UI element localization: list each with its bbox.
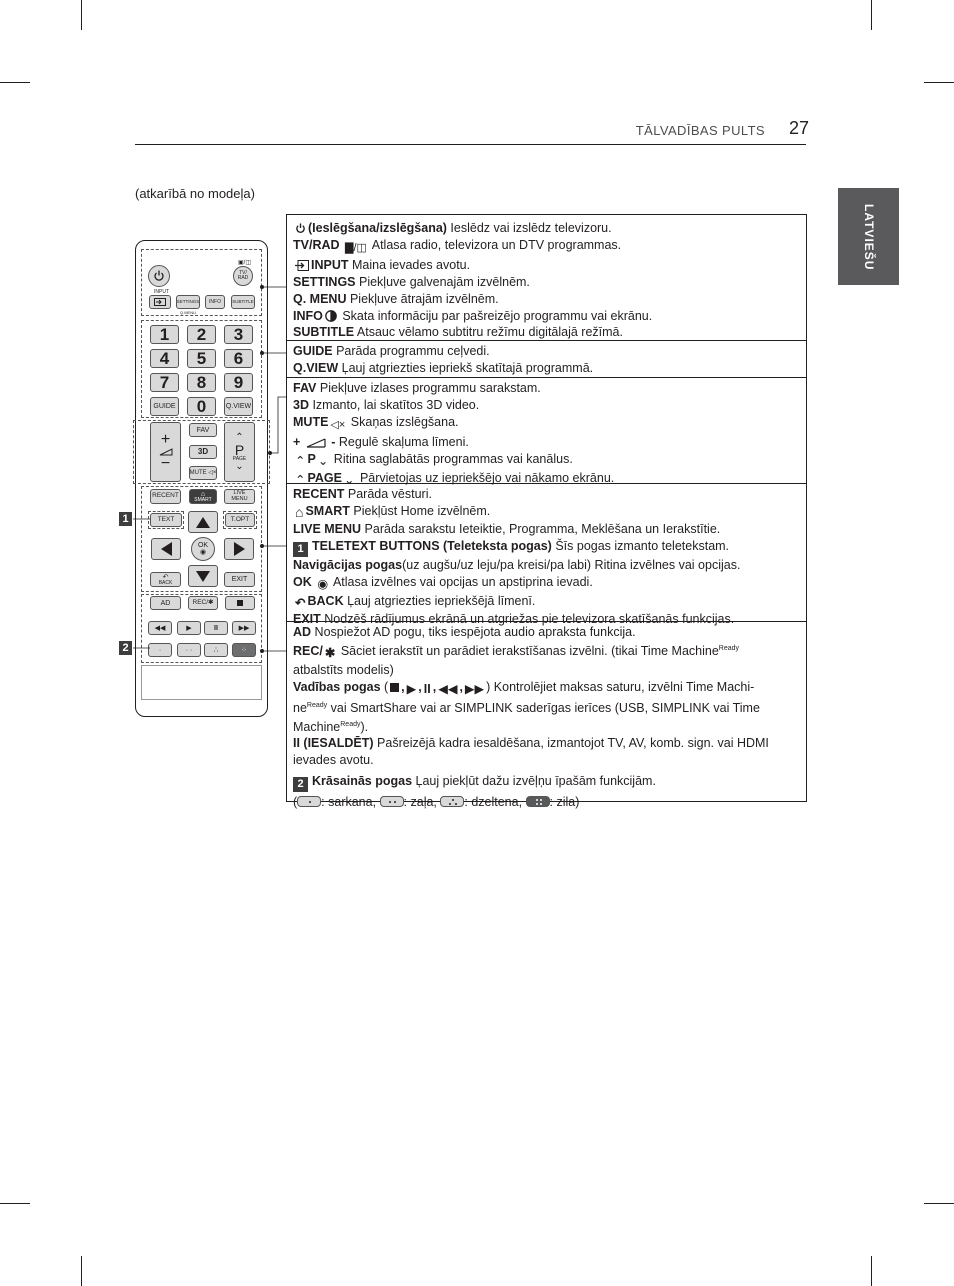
live-menu-key[interactable]: LIVE MENU xyxy=(224,489,255,504)
tv-radio-icon: ▇/◫ xyxy=(345,241,367,254)
rec-key-label: REC/ xyxy=(192,598,209,606)
ok-key[interactable] xyxy=(191,537,215,561)
volume-minus-icon: − xyxy=(160,455,171,472)
rewind-icon: ◀◀ xyxy=(154,624,166,632)
green-key-icon xyxy=(380,796,404,807)
mute-key-label: MUTE xyxy=(189,470,207,476)
info-icon xyxy=(325,310,337,322)
language-tab-label: LATVIEŠU xyxy=(862,204,876,271)
exit-key[interactable]: EXIT xyxy=(224,572,255,587)
desc-line: Vadības pogas ( , ▶ , II , ◀◀ , ▶▶ ) Kontrolējiet maksas saturu, izvēlni Time Machi- xyxy=(293,679,755,696)
callout-badge-2: 2 xyxy=(293,777,308,792)
model-note: (atkarībā no modeļa) xyxy=(135,186,255,201)
three-dots-icon: ∴ xyxy=(213,646,219,654)
red-key-icon xyxy=(297,796,321,807)
callout-badge-1: 1 xyxy=(293,542,308,557)
number-key-8[interactable]: 8 xyxy=(187,373,216,392)
desc-section-power xyxy=(287,215,806,340)
play-icon: ▶ xyxy=(186,624,192,632)
nav-up-key[interactable] xyxy=(188,511,218,533)
pause-icon: II xyxy=(214,624,218,632)
blue-key[interactable] xyxy=(232,643,256,657)
language-tab xyxy=(838,188,899,285)
section-title: TĀLVADĪBAS PULTS xyxy=(635,123,765,138)
crop-mark xyxy=(871,1256,872,1286)
back-icon: ↶ xyxy=(162,573,169,581)
mute-icon: ◁× xyxy=(206,470,217,476)
number-key-6[interactable]: 6 xyxy=(224,349,253,368)
number-key-5[interactable]: 5 xyxy=(187,349,216,368)
four-dots-icon: ⁘ xyxy=(241,646,247,654)
asterisk-icon: ✱ xyxy=(324,645,336,660)
ok-key-label: OK xyxy=(197,542,209,549)
smart-key-label: SMART xyxy=(194,496,212,503)
one-dot-icon: · xyxy=(158,646,162,654)
play-icon: ▶ xyxy=(406,681,417,696)
p-label: P xyxy=(234,441,245,458)
desc-line: ⌃ PAGE ⌄ Pārvietojas uz iepriekšējo vai nākamo ekrānu. xyxy=(295,470,615,487)
header-rule xyxy=(135,144,806,145)
pause-key[interactable] xyxy=(204,621,228,635)
number-key-9[interactable]: 9 xyxy=(224,373,253,392)
desc-line: Machine$^{Ready}$). xyxy=(293,719,369,734)
back-key-label: BACK xyxy=(158,579,173,586)
number-key-3[interactable]: 3 xyxy=(224,325,253,344)
qview-key[interactable]: Q.VIEW xyxy=(224,397,253,416)
blue-key-icon xyxy=(526,796,550,807)
desc-line: RECENT Parāda vēsturi. xyxy=(293,487,432,501)
input-key-label: INPUT xyxy=(154,289,169,295)
yellow-key-icon xyxy=(440,796,464,807)
desc-section-smart xyxy=(287,483,806,627)
yellow-key[interactable] xyxy=(204,643,228,657)
nav-down-key[interactable] xyxy=(188,565,218,587)
crop-mark xyxy=(924,82,954,83)
stop-key[interactable] xyxy=(225,596,255,610)
red-key[interactable] xyxy=(148,643,172,657)
crop-mark xyxy=(871,0,872,30)
nav-left-key[interactable] xyxy=(151,538,181,560)
desc-line: LIVE MENU Parāda sarakstu Ieteiktie, Programma, Meklēšana un Ierakstītie. xyxy=(293,521,721,536)
ad-key[interactable]: AD xyxy=(150,596,181,610)
arrow-up-icon xyxy=(196,517,210,528)
desc-line: II (IESALDĒT) Pašreizējā kadra iesaldēšana, izmantojot TV, AV, komb. sign. vai HDMI ievades avotu. xyxy=(293,736,769,768)
home-icon: ⌂ xyxy=(295,503,304,520)
desc-line: TV/RAD ▇/◫ Atlasa radio, televizora un DTV programmas. xyxy=(293,237,800,257)
crop-mark xyxy=(924,1203,954,1204)
stop-icon xyxy=(237,600,243,606)
desc-section-fav xyxy=(287,377,806,487)
desc-line: 1 TELETEXT BUTTONS (Teleteksta pogas) Šīs pogas izmanto teletekstam. xyxy=(293,538,800,557)
asterisk-icon: ✱ xyxy=(208,598,214,606)
qmenu-label: Q.MENU xyxy=(180,310,196,315)
desc-line: $ne^{Ready}$ vai SmartShare vai ar SIMPLINK saderīgas ierīces (USB, SIMPLINK vai Time xyxy=(293,700,760,715)
input-key[interactable] xyxy=(149,295,171,309)
two-dots-icon: · · xyxy=(185,646,193,654)
stop-icon xyxy=(390,683,399,692)
desc-line: ↶ BACK Ļauj atgriezties iepriekšējā līmenī. xyxy=(295,593,536,610)
key-descriptions xyxy=(286,214,807,810)
chevron-up-icon: ⌃ xyxy=(295,453,306,468)
desc-line: AD Nospiežot AD pogu, tiks iespējota audio apraksta funkcija. xyxy=(293,625,636,639)
desc-section-playback xyxy=(287,621,806,810)
fast-forward-icon: ▶▶ xyxy=(464,681,485,696)
desc-line: SETTINGS Piekļuve galvenajām izvēlnēm. xyxy=(293,274,530,289)
mute-key[interactable] xyxy=(189,466,217,480)
number-key-4[interactable]: 4 xyxy=(150,349,179,368)
number-key-1[interactable]: 1 xyxy=(150,325,179,344)
ok-icon: ◉ xyxy=(317,576,329,591)
number-key-7[interactable]: 7 xyxy=(150,373,179,392)
fast-forward-key[interactable] xyxy=(232,621,256,635)
ok-icon: ◉ xyxy=(199,549,207,556)
desc-line: (Ieslēgšana/izslēgšana) Ieslēdz vai izslēdz televizoru. xyxy=(293,220,800,237)
desc-line: Q. MENU Piekļuve ātrajām izvēlnēm. xyxy=(293,291,499,306)
desc-line: ( : sarkana, : zaļa, : dzeltena, : zila) xyxy=(293,795,580,810)
subtitle-key[interactable]: SUBTITLE xyxy=(231,295,255,309)
3d-key[interactable]: 3D xyxy=(189,445,217,459)
guide-key[interactable]: GUIDE xyxy=(150,397,179,416)
desc-line: FAV Piekļuve izlases programmu sarakstam. xyxy=(293,381,541,395)
desc-line: 3D Izmanto, lai skatītos 3D video. xyxy=(293,397,480,412)
pause-icon: II xyxy=(423,681,431,696)
tv-rad-label-icon: ▣/◫ xyxy=(238,260,252,266)
rewind-key[interactable] xyxy=(148,621,172,635)
input-icon xyxy=(295,260,309,271)
fav-key[interactable]: FAV xyxy=(189,423,217,437)
page-label: PAGE xyxy=(232,455,247,462)
desc-line: ⌃ P ⌄ Ritina saglabātās programmas vai kanālus. xyxy=(295,451,573,468)
smart-key[interactable] xyxy=(189,489,217,504)
volume-plus-icon: + xyxy=(160,431,171,448)
desc-line: MUTE ◁× Skaņas izslēgšana. xyxy=(293,414,800,434)
desc-line: + - Regulē skaļuma līmeni. xyxy=(293,434,469,449)
power-icon xyxy=(153,270,165,282)
remote-control xyxy=(135,240,268,717)
tv-rad-key[interactable]: TV/ RAD xyxy=(233,266,253,286)
arrow-right-icon xyxy=(234,542,245,556)
desc-line: 2 Krāsainās pogas Ļauj piekļūt dažu izvēļņu īpašām funkcijām. xyxy=(293,773,800,792)
info-key[interactable]: INFO xyxy=(205,295,225,309)
desc-line: INPUT Maina ievades avotu. xyxy=(293,257,800,274)
number-key-2[interactable]: 2 xyxy=(187,325,216,344)
input-icon xyxy=(154,298,166,306)
crop-mark xyxy=(0,82,30,83)
text-key[interactable]: TEXT xyxy=(150,513,182,527)
home-icon: ⌂ xyxy=(200,490,206,498)
callout-1: 1 xyxy=(119,512,132,526)
play-key[interactable] xyxy=(177,621,201,635)
callout-2: 2 xyxy=(119,641,132,655)
topt-key[interactable]: T.OPT xyxy=(225,513,255,527)
volume-rocker[interactable] xyxy=(150,422,181,482)
settings-key[interactable]: SETTINGS xyxy=(176,295,200,309)
desc-line: Q.VIEW Ļauj atgriezties iepriekš skatītajā programmā. xyxy=(293,360,594,375)
chevron-down-icon: ⌄ xyxy=(343,472,355,487)
nav-right-key[interactable] xyxy=(224,538,254,560)
fast-forward-icon: ▶▶ xyxy=(238,624,250,632)
green-key[interactable] xyxy=(177,643,201,657)
back-key[interactable] xyxy=(150,572,181,587)
crop-mark xyxy=(0,1203,30,1204)
rec-key[interactable] xyxy=(188,596,218,610)
desc-line: INFO Skata informāciju par pašreizējo programmu vai ekrānu. xyxy=(293,308,653,323)
desc-line: ⌂ SMART Piekļūst Home izvēlnēm. xyxy=(295,503,491,520)
desc-section-guide xyxy=(287,340,806,377)
power-icon xyxy=(295,223,306,234)
channel-page-rocker[interactable] xyxy=(224,422,255,482)
chevron-up-icon: ⌃ xyxy=(235,431,244,443)
rewind-icon: ◀◀ xyxy=(438,681,458,696)
desc-line: SUBTITLE Atsauc vēlamo subtitru režīmu digitālajā režīmā. xyxy=(293,325,623,340)
desc-line: REC/ ✱ Sāciet ierakstīt un parādiet ierakstīšanas izvēlni. (tikai Time Machine$^{Ready}$ xyxy=(293,643,740,660)
back-icon: ↶ xyxy=(295,595,306,610)
power-key[interactable] xyxy=(148,265,170,287)
recent-key[interactable]: RECENT xyxy=(150,489,181,504)
chevron-up-icon: ⌃ xyxy=(295,472,306,487)
mute-icon: ◁× xyxy=(330,418,346,431)
chevron-down-icon: ⌄ xyxy=(317,453,329,468)
arrow-down-icon xyxy=(196,571,210,582)
desc-line: OK ◉ Atlasa izvēlnes vai opcijas un apstiprina ievadi. xyxy=(293,574,593,591)
desc-line: Navigācijas pogas(uz augšu/uz leju/pa kreisi/pa labi) Ritina izvēlnes vai opcijas. xyxy=(293,557,741,572)
desc-line: atbalstīts modelis) xyxy=(293,662,394,677)
crop-mark xyxy=(81,1256,82,1286)
page-number: 27 xyxy=(789,118,810,138)
chevron-down-icon: ⌄ xyxy=(235,460,244,472)
arrow-left-icon xyxy=(161,542,172,556)
crop-mark xyxy=(81,0,82,30)
remote-bottom-panel xyxy=(141,665,262,700)
desc-line: GUIDE Parāda programmu ceļvedi. xyxy=(293,344,490,358)
number-key-0[interactable]: 0 xyxy=(187,397,216,416)
volume-icon xyxy=(306,438,326,448)
desc-line: EXIT Nodzēš rādījumus ekrānā un atgriežas pie televizora skatīšanās funkcijas. xyxy=(293,612,735,627)
